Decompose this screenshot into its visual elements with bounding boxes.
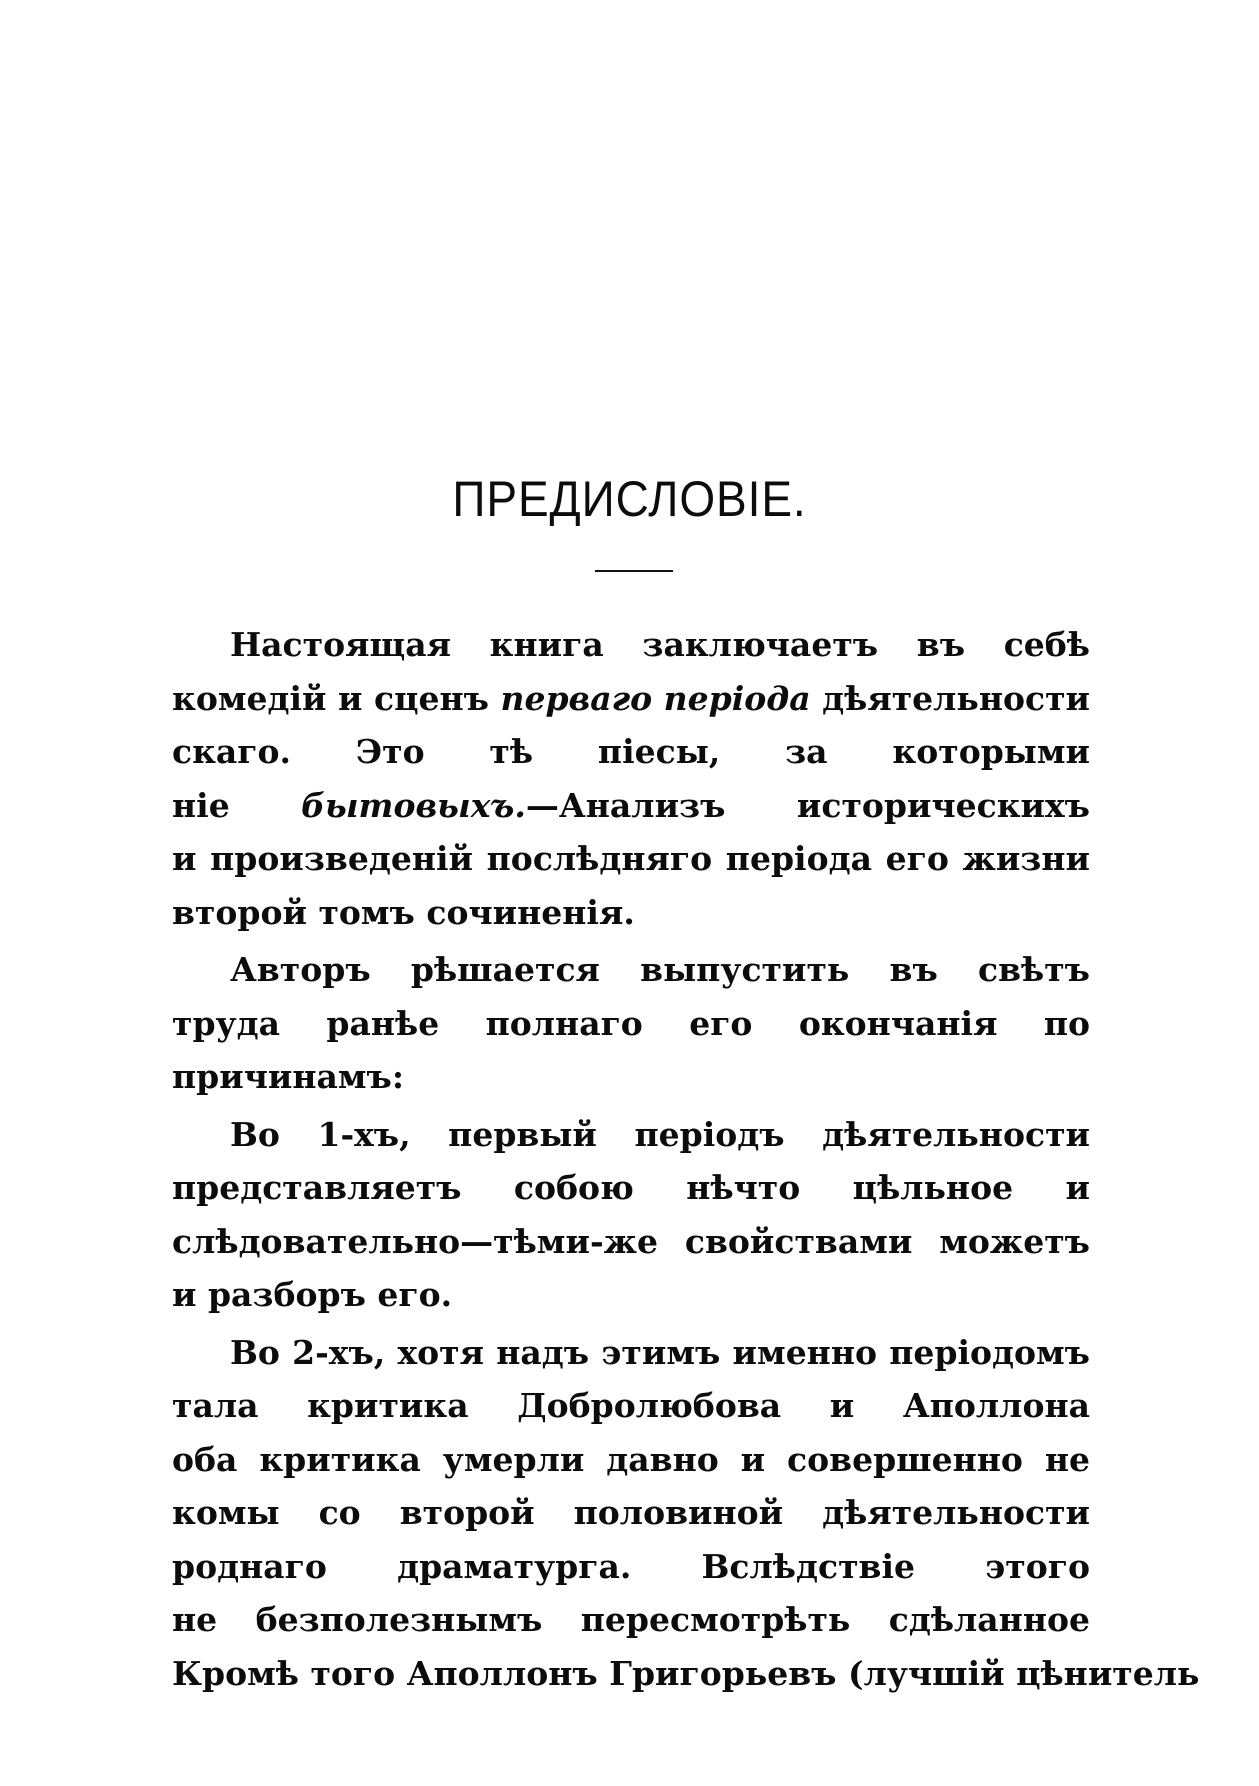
text-line [172,1161,1090,1215]
text-line [172,1215,1090,1269]
text-segment: дѣятельности [822,678,1090,718]
paragraph [172,943,1090,1104]
text-line [172,1108,1090,1162]
text-segment: роднаго драматурга. Вслѣдствіе этого [172,1546,1090,1586]
text-segment: не безполезнымъ пересмотрѣть сдѣланное [172,1600,1090,1639]
paragraph [172,1108,1090,1322]
text-line [172,1268,1090,1322]
text-line [172,779,1090,833]
text-segment: —Анализъ историческихъ [525,785,1090,825]
preface-body [172,618,1200,1700]
text-segment: оба критика умерли давно и совершенно не [172,1439,1090,1479]
text-segment: Настоящая книга заключаетъ въ себѣ [230,625,1090,664]
text-line [172,1647,1200,1701]
text-line [172,1593,1090,1647]
text-line [172,1326,1090,1380]
text-segment: Авторъ рѣшается выпустить въ свѣтъ [230,950,1090,989]
text-segment: и произведеній послѣдняго періода его жизни [172,839,1090,878]
title-divider [595,570,673,572]
text-line [172,1540,1090,1594]
text-segment: скаго. Это тѣ піесы, за которыми [172,732,1090,771]
text-segment: комедій и сценъ [172,678,501,718]
page-title: ПРЕДИСЛОВІЕ. [452,471,807,527]
text-line [172,997,1090,1051]
text-segment: слѣдовательно—тѣми-же свойствами можетъ [172,1221,1090,1261]
text-line [172,1433,1090,1487]
text-segment: представляетъ собою нѣчто цѣльное и [172,1168,1090,1207]
text-segment: ніе [172,785,302,825]
text-line [172,832,1090,886]
text-segment: тала критика Добролюбова и Аполлона [172,1386,1090,1425]
text-line [172,886,1090,940]
paragraph [172,1326,1200,1701]
paragraph [172,618,1090,939]
text-segment: Кромѣ того Аполлонъ Григорьевъ (лучшій цѣнитель [172,1653,1200,1693]
text-segment: комы со второй половиной дѣятельности [172,1493,1090,1532]
italic-term: перваго періода [500,678,811,718]
text-line [172,1050,1090,1104]
italic-term: бытовыхъ. [301,785,526,825]
text-line [172,1379,1090,1433]
text-segment: труда ранѣе полнаго его окончанія по [172,1003,1090,1043]
text-line [172,943,1090,997]
text-line [172,672,1090,726]
text-segment: и разборъ его. [172,1275,453,1314]
text-segment: Во 1-хъ, первый періодъ дѣятельности [230,1114,1090,1154]
text-segment: причинамъ: [172,1057,405,1096]
text-line [172,1486,1090,1540]
text-line [172,725,1090,779]
text-line [172,618,1090,672]
text-segment: второй томъ сочиненія. [172,892,635,932]
text-segment: Во 2-хъ, хотя надъ этимъ именно періодомъ [230,1332,1090,1372]
